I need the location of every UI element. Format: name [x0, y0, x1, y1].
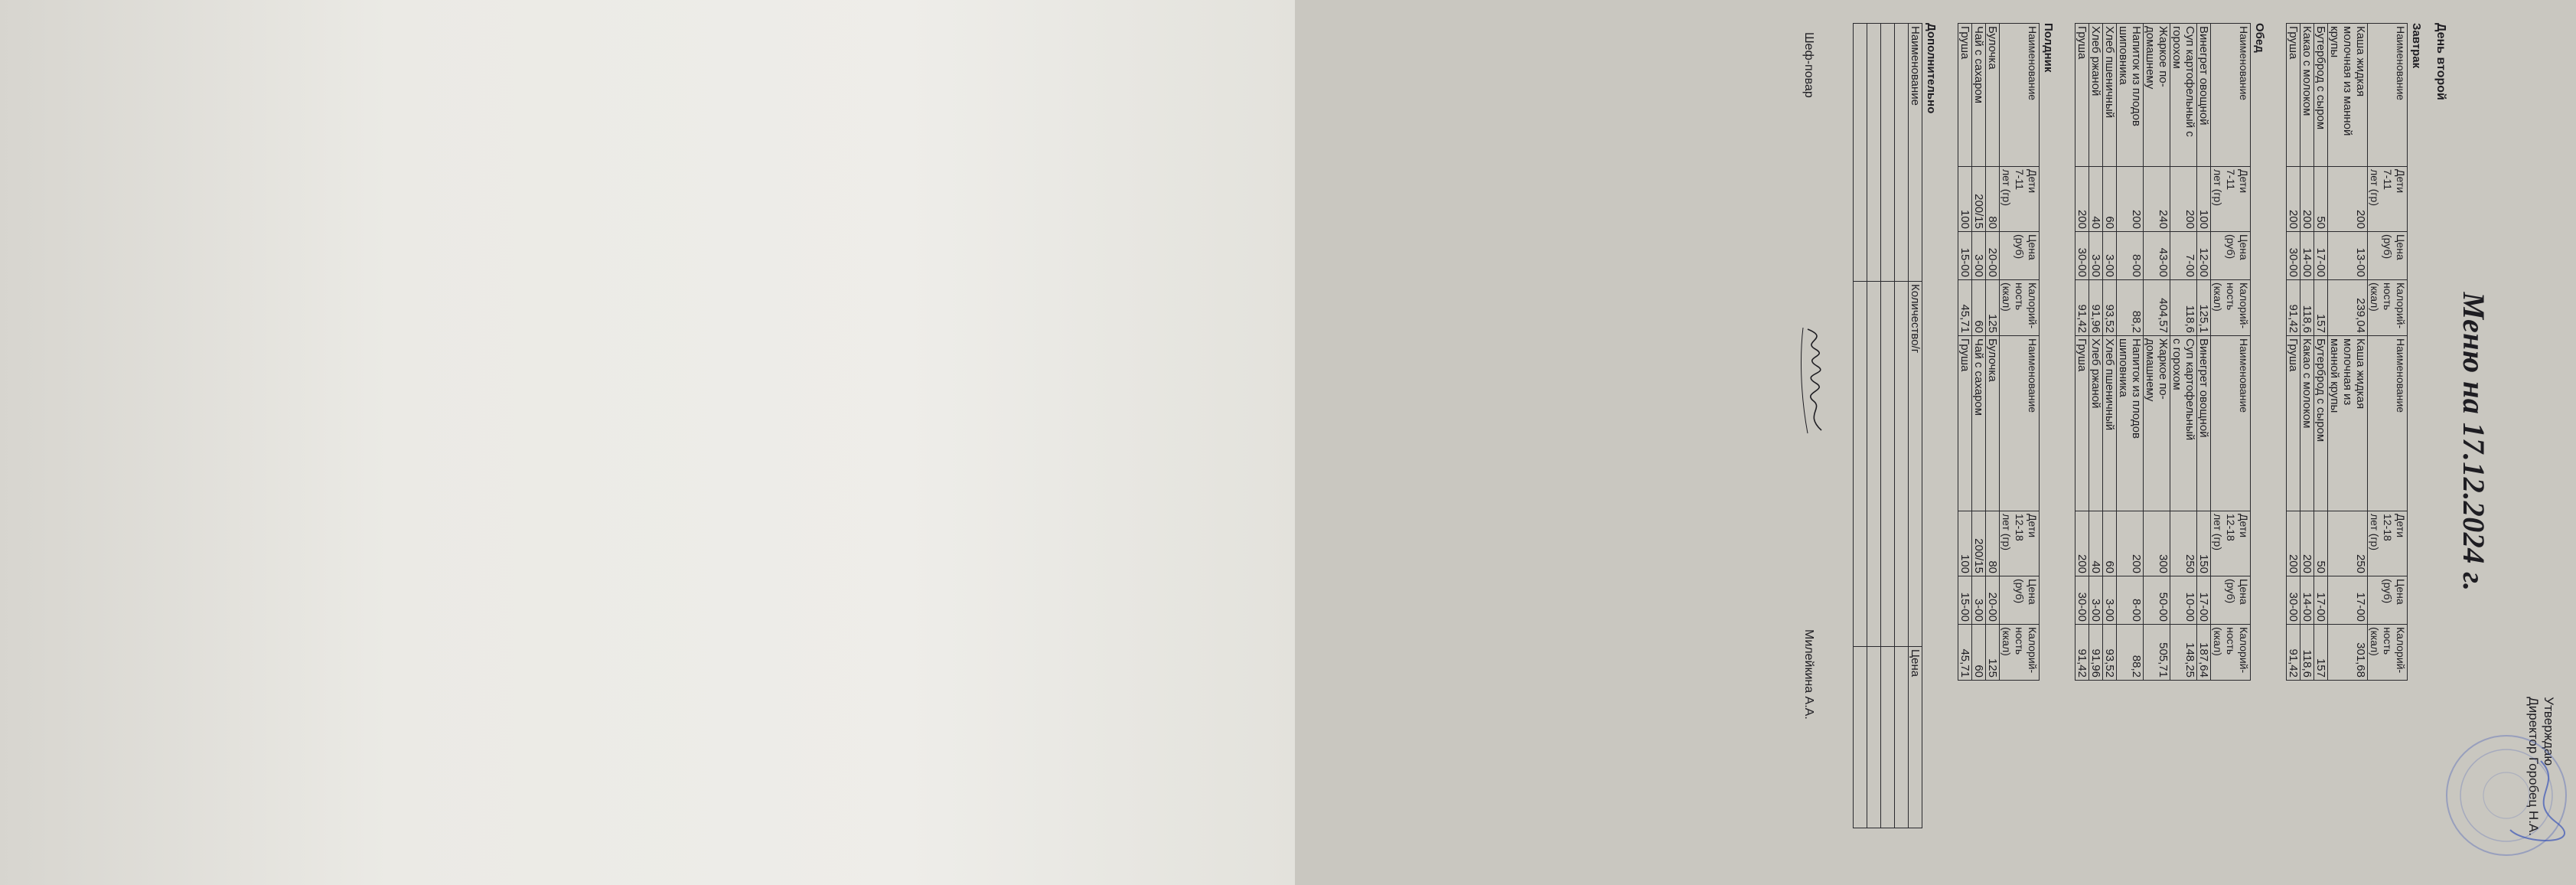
kcal-7-11: 88,2: [2117, 280, 2144, 336]
price-12-18: 3-00: [2103, 576, 2117, 625]
kcal-7-11: 118,6: [2300, 280, 2314, 336]
kcal-7-11: 125,1: [2197, 280, 2211, 336]
price-7-11: 14-00: [2300, 232, 2314, 280]
header-line: Наименование: [2238, 26, 2250, 101]
extra-empty-cell: [1854, 282, 1867, 647]
header-kids-12-18: [2000, 511, 2040, 576]
kcal-7-11: 45,71: [1958, 280, 1972, 336]
extra-empty-row: [1881, 24, 1895, 828]
header-line: (руб): [2014, 234, 2026, 260]
price-7-11: 17-00: [2314, 232, 2328, 280]
portion-12-18: 100: [1958, 511, 1972, 576]
dish-name-line: Напиток из плодов: [2130, 26, 2143, 126]
kcal-7-11: 404,57: [2144, 280, 2170, 336]
header-name: [2000, 24, 2040, 167]
price-7-11: 3-00: [2089, 232, 2103, 280]
price-12-18: 30-00: [2075, 576, 2089, 625]
kcal-7-11: 91,42: [2075, 280, 2089, 336]
portion-7-11: 100: [2197, 167, 2211, 232]
table-row: [2075, 24, 2089, 681]
table-row: [2144, 24, 2170, 681]
section-label-2: Полдник: [2042, 23, 2055, 73]
dish-name-line: Суп картофельный: [2183, 338, 2196, 441]
dish-name-line: Жаркое по-: [2157, 26, 2170, 87]
portion-7-11: 50: [2314, 167, 2328, 232]
price-7-11: 3-00: [1972, 232, 1986, 280]
price-12-18: 3-00: [1972, 576, 1986, 625]
dish-name-7-11: [2144, 24, 2170, 167]
day-label: День второй: [2434, 23, 2447, 100]
menu-sheet: [1290, 2, 2576, 882]
header-line: Калорий-: [2238, 627, 2250, 674]
table-header-row: [2368, 24, 2408, 681]
header-kcal: [2000, 625, 2040, 681]
header-line: (руб): [2225, 234, 2237, 260]
signature-name: Милейкина А.А.: [1802, 629, 1815, 720]
header-line: (ккал): [2212, 282, 2224, 312]
table-row: [2117, 24, 2144, 681]
dish-name-12-18: [2197, 336, 2211, 511]
portion-7-11: 40: [2089, 167, 2103, 232]
portion-12-18: 200: [2117, 511, 2144, 576]
dish-name-12-18: [2144, 336, 2170, 511]
kcal-12-18: 91,42: [2075, 625, 2089, 681]
dish-name-7-11: [1986, 24, 2000, 167]
header-line: Калорий-: [2395, 627, 2407, 674]
extra-empty-cell: [1881, 24, 1895, 282]
dish-name-line: Груша: [1958, 338, 1971, 372]
portion-7-11: 60: [2103, 167, 2117, 232]
dish-name-line: Хлеб пшеничный: [2103, 26, 2116, 119]
table-row: [2170, 24, 2197, 681]
price-7-11: 30-00: [2287, 232, 2300, 280]
portion-12-18: 250: [2170, 511, 2197, 576]
header-line: Наименование: [2027, 338, 2039, 413]
header-line: (ккал): [2000, 627, 2013, 656]
price-7-11: 13-00: [2328, 232, 2368, 280]
header-line: Дети: [2238, 169, 2250, 194]
menu-table-2: [1958, 23, 2040, 681]
portion-7-11: 200/15: [1972, 167, 1986, 232]
header-line: Наименование: [2027, 26, 2039, 101]
dish-name-line: Хлеб пшеничный: [2103, 338, 2116, 431]
table-row: [1986, 24, 2000, 681]
table-row: [2197, 24, 2211, 681]
header-name: [2368, 24, 2408, 167]
header-price: [2368, 232, 2408, 280]
dish-name-line: Чай с сахаром: [1972, 338, 1985, 416]
portion-12-18: 200: [2300, 511, 2314, 576]
extra-empty-row: [1854, 24, 1867, 828]
header-line: Цена: [2238, 234, 2250, 260]
extra-empty-row: [1867, 24, 1881, 828]
handwritten-signature: [1792, 323, 1838, 438]
header-line: (ккал): [2212, 627, 2224, 656]
header-line: (руб): [2225, 579, 2237, 604]
dish-name-12-18: [2117, 336, 2144, 511]
dish-name-7-11: [2287, 24, 2300, 167]
price-12-18: 30-00: [2287, 576, 2300, 625]
dish-name-line: манной крупы: [2328, 338, 2341, 413]
dish-name-7-11: [2117, 24, 2144, 167]
portion-7-11: 200: [2300, 167, 2314, 232]
extra-section-label: Дополнительно: [1925, 23, 1938, 114]
header-kcal: [2211, 625, 2251, 681]
price-7-11: 12-00: [2197, 232, 2211, 280]
dish-name-7-11: [2170, 24, 2197, 167]
header-price: [2211, 576, 2251, 625]
header-line: лет (гр): [2000, 169, 2013, 207]
price-7-11: 20-00: [1986, 232, 2000, 280]
header-line: Дети: [2027, 169, 2039, 194]
header-price: [2000, 232, 2040, 280]
header-line: лет (гр): [2212, 169, 2224, 207]
dish-name-line: Винегрет овощной: [2197, 338, 2210, 438]
header-kcal: [2000, 280, 2040, 336]
price-12-18: 17-00: [2197, 576, 2211, 625]
dish-name-line: молочная из: [2341, 338, 2354, 406]
kcal-12-18: 88,2: [2117, 625, 2144, 681]
header-name: [2368, 336, 2408, 511]
extra-header-row: [1909, 24, 1922, 828]
dish-name-line: Булочка: [1986, 338, 1999, 382]
portion-7-11: 100: [1958, 167, 1972, 232]
header-name: [2211, 24, 2251, 167]
header-kcal: [2368, 625, 2408, 681]
portion-12-18: 150: [2197, 511, 2211, 576]
price-12-18: 3-00: [2089, 576, 2103, 625]
header-line: лет (гр): [2369, 169, 2381, 207]
dish-name-12-18: [1958, 336, 1972, 511]
portion-12-18: 200: [2075, 511, 2089, 576]
kcal-7-11: 91,96: [2089, 280, 2103, 336]
table-header-row: [2211, 24, 2251, 681]
signature-role: Шеф-повар: [1802, 32, 1815, 98]
dish-name-line: Груша: [2075, 26, 2089, 60]
header-line: (ккал): [2369, 627, 2381, 656]
page-title: Меню на 17.12.2024 г.: [2457, 292, 2491, 592]
extra-empty-cell: [1881, 647, 1895, 828]
table-row: [2103, 24, 2117, 681]
dish-name-line: Хлеб ржаной: [2089, 338, 2102, 409]
portion-7-11: 240: [2144, 167, 2170, 232]
price-7-11: 3-00: [2103, 232, 2117, 280]
dish-name-line: горохом: [2170, 26, 2183, 69]
dish-name-7-11: [2328, 24, 2368, 167]
header-line: ность: [2382, 627, 2394, 655]
header-kids-12-18: [2368, 511, 2408, 576]
dish-name-line: молочная из манной: [2341, 26, 2354, 136]
extra-empty-cell: [1854, 647, 1867, 828]
header-line: Дети: [2395, 514, 2407, 538]
price-7-11: 43-00: [2144, 232, 2170, 280]
table-row: [2089, 24, 2103, 681]
extra-empty-cell: [1881, 282, 1895, 647]
header-line: Наименование: [2238, 338, 2250, 413]
header-kids-7-11: [2368, 167, 2408, 232]
price-12-18: 50-00: [2144, 576, 2170, 625]
header-line: Дети: [2238, 514, 2250, 538]
dish-name-12-18: [2075, 336, 2089, 511]
portion-7-11: 200: [2170, 167, 2197, 232]
dish-name-12-18: [2089, 336, 2103, 511]
kcal-12-18: 505,71: [2144, 625, 2170, 681]
dish-name-7-11: [2103, 24, 2117, 167]
header-line: 12-18: [2225, 514, 2237, 541]
dish-name-line: Какао с молоком: [2300, 338, 2314, 429]
dish-name-12-18: [2103, 336, 2117, 511]
extra-header-name: Наименование: [1909, 24, 1922, 282]
header-line: Цена: [2027, 234, 2039, 260]
extra-body: [1854, 24, 1909, 828]
table-row: [1972, 24, 1986, 681]
extra-empty-cell: [1867, 24, 1881, 282]
kcal-7-11: 125: [1986, 280, 2000, 336]
header-line: 12-18: [2014, 514, 2026, 541]
portion-12-18: 300: [2144, 511, 2170, 576]
dish-name-line: шиповника: [2117, 26, 2130, 85]
header-line: ность: [2014, 627, 2026, 655]
price-12-18: 17-00: [2328, 576, 2368, 625]
portion-12-18: 40: [2089, 511, 2103, 576]
dish-name-line: Каша жидкая: [2354, 26, 2367, 97]
portion-12-18: 200/15: [1972, 511, 1986, 576]
dish-name-12-18: [2314, 336, 2328, 511]
header-line: ность: [2382, 282, 2394, 311]
price-7-11: 15-00: [1958, 232, 1972, 280]
dish-name-line: Бутерброд с сыром: [2314, 338, 2327, 442]
kcal-12-18: 91,42: [2287, 625, 2300, 681]
header-line: (руб): [2382, 234, 2394, 260]
table-row: [2287, 24, 2300, 681]
extra-table: [1853, 23, 1922, 828]
kcal-12-18: 91,96: [2089, 625, 2103, 681]
table-row: [2314, 24, 2328, 681]
portion-12-18: 80: [1986, 511, 2000, 576]
price-7-11: 8-00: [2117, 232, 2144, 280]
header-line: ность: [2225, 282, 2237, 311]
header-line: Цена: [2395, 234, 2407, 260]
header-line: (ккал): [2369, 282, 2381, 312]
header-line: (ккал): [2000, 282, 2013, 312]
dish-name-line: Каша жидкая: [2354, 338, 2367, 410]
header-line: (руб): [2382, 579, 2394, 604]
kcal-7-11: 91,42: [2287, 280, 2300, 336]
header-price: [2211, 232, 2251, 280]
section-label-1: Обед: [2253, 23, 2266, 53]
dish-name-7-11: [2314, 24, 2328, 167]
kcal-12-18: 45,71: [1958, 625, 1972, 681]
kcal-7-11: 93,52: [2103, 280, 2117, 336]
dish-name-12-18: [2328, 336, 2368, 511]
kcal-12-18: 60: [1972, 625, 1986, 681]
dish-name-line: Жаркое по-: [2157, 338, 2170, 400]
dish-name-line: Напиток из плодов: [2130, 338, 2143, 439]
header-name: [2000, 336, 2040, 511]
header-line: Цена: [2027, 579, 2039, 605]
header-name: [2211, 336, 2251, 511]
table-row: [2300, 24, 2314, 681]
header-line: Дети: [2027, 514, 2039, 538]
header-price: [2000, 576, 2040, 625]
price-12-18: 14-00: [2300, 576, 2314, 625]
kcal-12-18: 301,68: [2328, 625, 2368, 681]
dish-name-line: Какао с молоком: [2300, 26, 2314, 116]
dish-name-line: крупы: [2328, 26, 2341, 58]
extra-empty-cell: [1867, 647, 1881, 828]
sheet-content: [1290, 2, 2576, 882]
header-line: 7-11: [2014, 169, 2026, 190]
dish-name-line: Булочка: [1986, 26, 1999, 70]
dish-name-line: Груша: [2287, 338, 2300, 372]
dish-name-12-18: [1986, 336, 2000, 511]
kcal-7-11: 157: [2314, 280, 2328, 336]
portion-12-18: 200: [2287, 511, 2300, 576]
kcal-12-18: 148,25: [2170, 625, 2197, 681]
extra-header-qty: Количество/г: [1909, 282, 1922, 647]
extra-empty-row: [1895, 24, 1909, 828]
extra-empty-cell: [1867, 282, 1881, 647]
dish-name-line: домашнему: [2144, 338, 2157, 402]
header-line: 7-11: [2225, 169, 2237, 190]
dish-name-line: Чай с сахаром: [1972, 26, 1985, 104]
dish-name-line: Бутерброд с сыром: [2314, 26, 2327, 130]
table-row: [1958, 24, 1972, 681]
approval-line-1: Утверждаю: [2542, 697, 2556, 766]
header-line: ность: [2014, 282, 2026, 311]
header-line: Калорий-: [2027, 627, 2039, 674]
header-line: лет (гр): [2212, 514, 2224, 551]
table-row: [2328, 24, 2368, 681]
kcal-7-11: 60: [1972, 280, 1986, 336]
dish-name-7-11: [1958, 24, 1972, 167]
dish-name-7-11: [1972, 24, 1986, 167]
dish-name-12-18: [2300, 336, 2314, 511]
header-line: ность: [2225, 627, 2237, 655]
header-line: Калорий-: [2238, 282, 2250, 329]
dish-name-line: Суп картофельный с: [2183, 26, 2196, 137]
header-line: Калорий-: [2395, 282, 2407, 329]
dish-name-line: шиповника: [2117, 338, 2130, 397]
header-kids-7-11: [2000, 167, 2040, 232]
portion-7-11: 80: [1986, 167, 2000, 232]
kcal-12-18: 118,6: [2300, 625, 2314, 681]
portion-7-11: 200: [2117, 167, 2144, 232]
portion-12-18: 250: [2328, 511, 2368, 576]
dish-name-line: с горохом: [2170, 338, 2183, 390]
menu-table-1: [2075, 23, 2251, 681]
dish-name-12-18: [1972, 336, 1986, 511]
dish-name-line: домашнему: [2144, 26, 2157, 90]
header-line: лет (гр): [2000, 514, 2013, 551]
portion-12-18: 50: [2314, 511, 2328, 576]
header-line: Цена: [2395, 579, 2407, 605]
dish-name-12-18: [2287, 336, 2300, 511]
price-12-18: 17-00: [2314, 576, 2328, 625]
header-line: 7-11: [2382, 169, 2394, 190]
kcal-12-18: 157: [2314, 625, 2328, 681]
header-line: (руб): [2014, 579, 2026, 604]
kcal-12-18: 93,52: [2103, 625, 2117, 681]
dish-name-7-11: [2300, 24, 2314, 167]
price-7-11: 7-00: [2170, 232, 2197, 280]
portion-7-11: 200: [2075, 167, 2089, 232]
kcal-12-18: 187,64: [2197, 625, 2211, 681]
kcal-12-18: 125: [1986, 625, 2000, 681]
header-line: Цена: [2238, 579, 2250, 605]
extra-header-price: Цена: [1909, 647, 1922, 828]
extra-empty-cell: [1854, 24, 1867, 282]
dish-name-7-11: [2075, 24, 2089, 167]
portion-7-11: 200: [2287, 167, 2300, 232]
price-12-18: 15-00: [1958, 576, 1972, 625]
header-line: Калорий-: [2027, 282, 2039, 329]
dish-name-line: Груша: [2287, 26, 2300, 60]
header-kcal: [2368, 280, 2408, 336]
header-kids-12-18: [2211, 511, 2251, 576]
header-line: лет (гр): [2369, 514, 2381, 551]
dish-name-7-11: [2089, 24, 2103, 167]
price-12-18: 20-00: [1986, 576, 2000, 625]
extra-empty-cell: [1895, 24, 1909, 282]
dish-name-line: Хлеб ржаной: [2089, 26, 2102, 96]
price-12-18: 10-00: [2170, 576, 2197, 625]
kcal-7-11: 118,6: [2170, 280, 2197, 336]
portion-12-18: 60: [2103, 511, 2117, 576]
dish-name-line: Винегрет овощной: [2197, 26, 2210, 126]
dish-name-12-18: [2170, 336, 2197, 511]
header-line: Наименование: [2395, 26, 2407, 101]
header-kcal: [2211, 280, 2251, 336]
header-line: Дети: [2395, 169, 2407, 194]
extra-empty-cell: [1895, 647, 1909, 828]
section-label-0: Завтрак: [2410, 23, 2423, 69]
dish-name-7-11: [2197, 24, 2211, 167]
extra-empty-cell: [1895, 282, 1909, 647]
dish-name-line: Груша: [2075, 338, 2089, 372]
header-line: 12-18: [2382, 514, 2394, 541]
price-7-11: 30-00: [2075, 232, 2089, 280]
header-kids-7-11: [2211, 167, 2251, 232]
price-12-18: 8-00: [2117, 576, 2144, 625]
dish-name-line: Груша: [1958, 26, 1971, 60]
kcal-7-11: 239,04: [2328, 280, 2368, 336]
menu-table-0: [2286, 23, 2408, 681]
portion-7-11: 200: [2328, 167, 2368, 232]
header-price: [2368, 576, 2408, 625]
table-header-row: [2000, 24, 2040, 681]
header-line: Наименование: [2395, 338, 2407, 413]
approval-line-2: Директор Горобец Н.А.: [2526, 697, 2541, 836]
